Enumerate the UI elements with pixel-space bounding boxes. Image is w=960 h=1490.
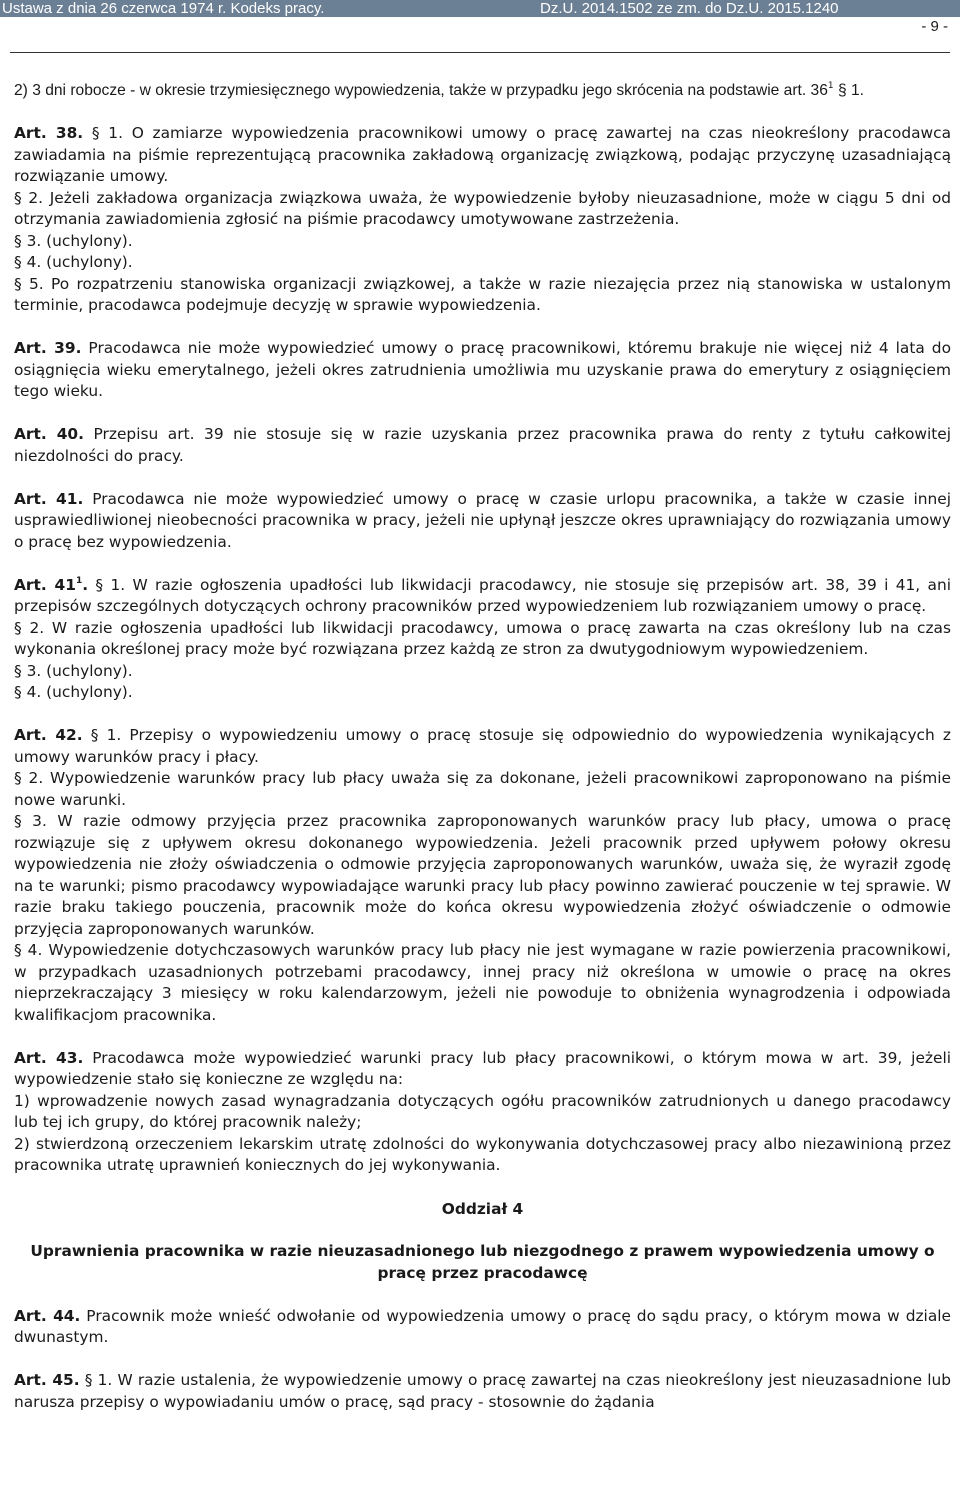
article-text: Przepisu art. 39 nie stosuje się w razie uzyskania przez pracownika prawa do renty z tytułu całkowitej niezdolności do pracy. — [14, 425, 952, 465]
superscript: 1 — [827, 81, 834, 91]
article-38-section-5: § 5. Po rozpatrzeniu stanowiska organizacji związkowej, a także w razie niezajęcia przez nią stanowiska w ustalonym terminie, pracodawca podejmuje decyzję w sprawie wypowiedzenia. — [14, 274, 951, 314]
article-41-1-section-3: § 3. (uchylony). — [14, 661, 133, 680]
article-label: Art. 44. — [14, 1306, 81, 1325]
article-42-section-3: § 3. W razie odmowy przyjęcia przez pracownika zaproponowanych warunków pracy lub płacy, umowa o pracę rozwiązuje się z upływem okresu dokonanego wypowiedzenia. Jeżeli pracownik przed upływem połowy okresu wypowiedzenia nie złoży oświadczenia o odmowie przyjęcia zaproponowanych warunków, uważa się, że wyraził zgodę na te warunki; pismo pracodawcy wypowiadające warunki pracy lub płacy powinno zawierać pouczenie w tej sprawie. W razie braku takiego pouczenia, pracownik może do końca okresu wypowiedzenia złożyć oświadczenie o odmowie przyjęcia zaproponowanych warunków. — [14, 812, 951, 938]
article-text: § 1. W razie ogłoszenia upadłości lub likwidacji pracodawcy, nie stosuje się przepisów art. 38, 39 i 41, ani przepisów szczególnych dotyczących ochrony pracowników przed wypowiedzeniem lub rozwiązaniem umowy o pracę. — [14, 575, 951, 615]
article-label: Art. 42. — [14, 726, 83, 744]
article-43-point-1: 1) wprowadzenie nowych zasad wynagradzania dotyczących ogółu pracowników zatrudnionych u danego pracodawcy lub tej ich grupy, do której pracownik należy; — [14, 1091, 951, 1131]
article-39 — [14, 338, 951, 403]
article-label: Art. 38. — [14, 124, 84, 142]
article-42 — [14, 725, 951, 768]
article-42-section-2: § 2. Wypowiedzenie warunków pracy lub płacy uważa się za dokonane, jeżeli pracownikowi zaproponowano na piśmie nowe warunki. — [14, 769, 951, 809]
article-43 — [14, 1048, 951, 1091]
article-label: Art. 45. — [14, 1371, 80, 1389]
article-label: Art. 43. — [14, 1048, 84, 1067]
article-40 — [14, 424, 951, 467]
article-41-1 — [14, 575, 951, 618]
document-body — [14, 80, 951, 1413]
paragraph-text: 2) 3 dni robocze - w okresie trzymiesięcznego wypowiedzenia, także w przypadku jego skrócenia na podstawie art. 36 — [14, 82, 828, 99]
article-label: Art. 40. — [14, 425, 84, 443]
article-text: Pracodawca może wypowiedzieć warunki pracy lub płacy pracownikowi, o którym mowa w art. 39, jeżeli wypowiedzenie stało się konieczne ze względu na: — [14, 1048, 952, 1088]
header-divider — [10, 52, 950, 53]
article-42-section-4: § 4. Wypowiedzenie dotychczasowych warunków pracy lub płacy nie jest wymagane w razie powierzenia pracownikowi, w przypadkach uzasadnionych potrzebami pracodawcy, innej pracy niż określona w umowie o pracę na okres nieprzekraczający 3 miesięcy w roku kalendarzowym, jeżeli nie powoduje to obniżenia wynagrodzenia i odpowiada kwalifikacjom pracownika. — [14, 941, 951, 1024]
article-44 — [14, 1306, 951, 1349]
article-text: § 1. Przepisy o wypowiedzeniu umowy o pracę stosuje się odpowiednio do wypowiedzenia wynikających z umowy warunków pracy i płacy. — [14, 726, 951, 766]
document-title: Ustawa z dnia 26 czerwca 1974 r. Kodeks pracy. — [2, 0, 325, 17]
article-label-dot: . — [82, 575, 89, 594]
section-title: Uprawnienia pracownika w razie nieuzasadnionego lub niezgodnego z prawem wypowiedzenia umowy o pracę przez pracodawcę — [30, 1242, 935, 1282]
article-43-point-2: 2) stwierdzoną orzeczeniem lekarskim utratę zdolności do wykonywania dotychczasowej pracy albo niezawinioną przez pracownika utratę uprawnień koniecznych do jej wykonywania. — [14, 1134, 951, 1174]
article-45 — [14, 1370, 951, 1413]
article-text: § 1. O zamiarze wypowiedzenia pracownikowi umowy o pracę zawartej na czas nieokreślony pracodawca zawiadamia na piśmie reprezentującą pracownika zakładową organizację związkową, podając przyczynę uzasadniającą rozwiązanie umowy. — [14, 124, 952, 185]
article-label: Art. 41 — [14, 575, 76, 594]
article-38-section-2: § 2. Jeżeli zakładowa organizacja związkowa uważa, że wypowiedzenie byłoby nieuzasadnione, może w ciągu 5 dni od otrzymania zawiadomienia zgłosić na piśmie pracodawcy umotywowane zastrzeżenia. — [14, 188, 951, 228]
article-41 — [14, 489, 951, 554]
article-38-section-4: § 4. (uchylony). — [14, 253, 133, 271]
document-header-bar — [0, 0, 960, 17]
superscript: 1 — [75, 575, 83, 586]
page-number: - 9 - — [921, 18, 948, 35]
article-41-1-section-2: § 2. W razie ogłoszenia upadłości lub likwidacji pracodawcy, umowa o pracę zawarta na czas określony lub na czas wykonania określonej pracy może być rozwiązana przez każdą ze stron za dwutygodniowym wypowiedzeniem. — [14, 618, 951, 658]
paragraph-item-2 — [14, 80, 951, 102]
section-label: Oddział 4 — [441, 1199, 524, 1218]
paragraph-text: § 1. — [833, 82, 864, 99]
article-label: Art. 41. — [14, 489, 84, 508]
article-label: Art. 39. — [14, 339, 82, 357]
article-41-1-section-4: § 4. (uchylony). — [14, 683, 133, 701]
article-text: Pracodawca nie może wypowiedzieć umowy o pracę pracownikowi, któremu brakuje nie więcej niż 4 lata do osiągnięcia wieku emerytalnego, jeżeli okres zatrudnienia umożliwia mu uzyskanie prawa do emerytury z osiągnięciem tego wieku. — [14, 339, 951, 400]
article-38-section-3: § 3. (uchylony). — [14, 231, 133, 250]
article-text: Pracodawca nie może wypowiedzieć umowy o pracę w czasie urlopu pracownika, a także w czasie innej usprawiedliwionej nieobecności pracownika w pracy, jeżeli nie upłynął jeszcze okres uprawniający do rozwiązania umowy o pracę bez wypowiedzenia. — [14, 489, 952, 551]
document-reference: Dz.U. 2014.1502 ze zm. do Dz.U. 2015.1240 — [540, 0, 839, 17]
article-38 — [14, 123, 951, 188]
article-text: § 1. W razie ustalenia, że wypowiedzenie umowy o pracę zawartej na czas nieokreślony jest nieuzasadnione lub narusza przepisy o wypowiadaniu umów o pracę, sąd pracy - stosownie do żądania — [14, 1371, 951, 1411]
article-text: Pracownik może wnieść odwołanie od wypowiedzenia umowy o pracę do sądu pracy, o którym mowa w dziale dwunastym. — [14, 1306, 952, 1346]
